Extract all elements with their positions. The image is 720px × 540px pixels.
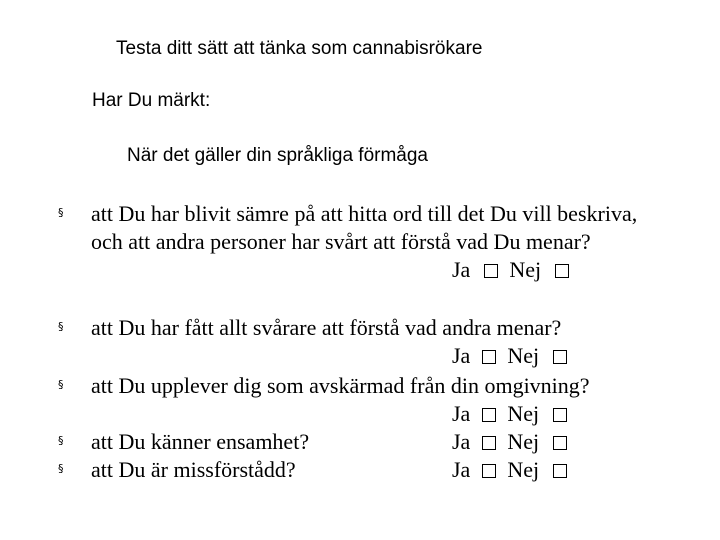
no-label: Nej [507,343,540,368]
section-title: När det gäller din språkliga förmåga [127,145,428,166]
question-4-text: att Du känner ensamhet? [91,429,310,454]
no-label: Nej [507,457,540,482]
yes-label: Ja [452,401,471,426]
yes-label: Ja [452,429,471,454]
no-label: Nej [507,401,540,426]
question-5-text: att Du är missförstådd? [91,457,296,482]
question-1-line-1: att Du har blivit sämre på att hitta ord till det Du vill beskriva, [91,201,638,226]
answer-row-2 [452,343,567,369]
answer-row-5 [452,457,567,483]
bullet-marker: § [58,206,64,219]
bullet-marker: § [58,462,64,475]
question-1-line-2: och att andra personer har svårt att förstå vad Du menar? [91,229,591,254]
no-checkbox[interactable] [553,464,567,478]
bullet-marker: § [58,378,64,391]
yes-checkbox[interactable] [484,264,498,278]
no-checkbox[interactable] [555,264,569,278]
subheading: Har Du märkt: [92,90,211,111]
yes-checkbox[interactable] [482,464,496,478]
bullet-marker: § [58,320,64,333]
yes-checkbox[interactable] [482,350,496,364]
no-checkbox[interactable] [553,436,567,450]
page-heading: Testa ditt sätt att tänka som cannabisrökare [116,38,483,59]
no-checkbox[interactable] [553,350,567,364]
no-label: Nej [509,257,542,282]
yes-label: Ja [452,457,471,482]
answer-row-3 [452,401,567,427]
bullet-marker: § [58,434,64,447]
question-3-text: att Du upplever dig som avskärmad från din omgivning? [91,373,590,398]
no-checkbox[interactable] [553,408,567,422]
answer-row-1 [452,257,569,283]
yes-checkbox[interactable] [482,436,496,450]
yes-label: Ja [452,257,471,282]
yes-label: Ja [452,343,471,368]
answer-row-4 [452,429,567,455]
yes-checkbox[interactable] [482,408,496,422]
question-2-text: att Du har fått allt svårare att förstå vad andra menar? [91,315,562,340]
no-label: Nej [507,429,540,454]
